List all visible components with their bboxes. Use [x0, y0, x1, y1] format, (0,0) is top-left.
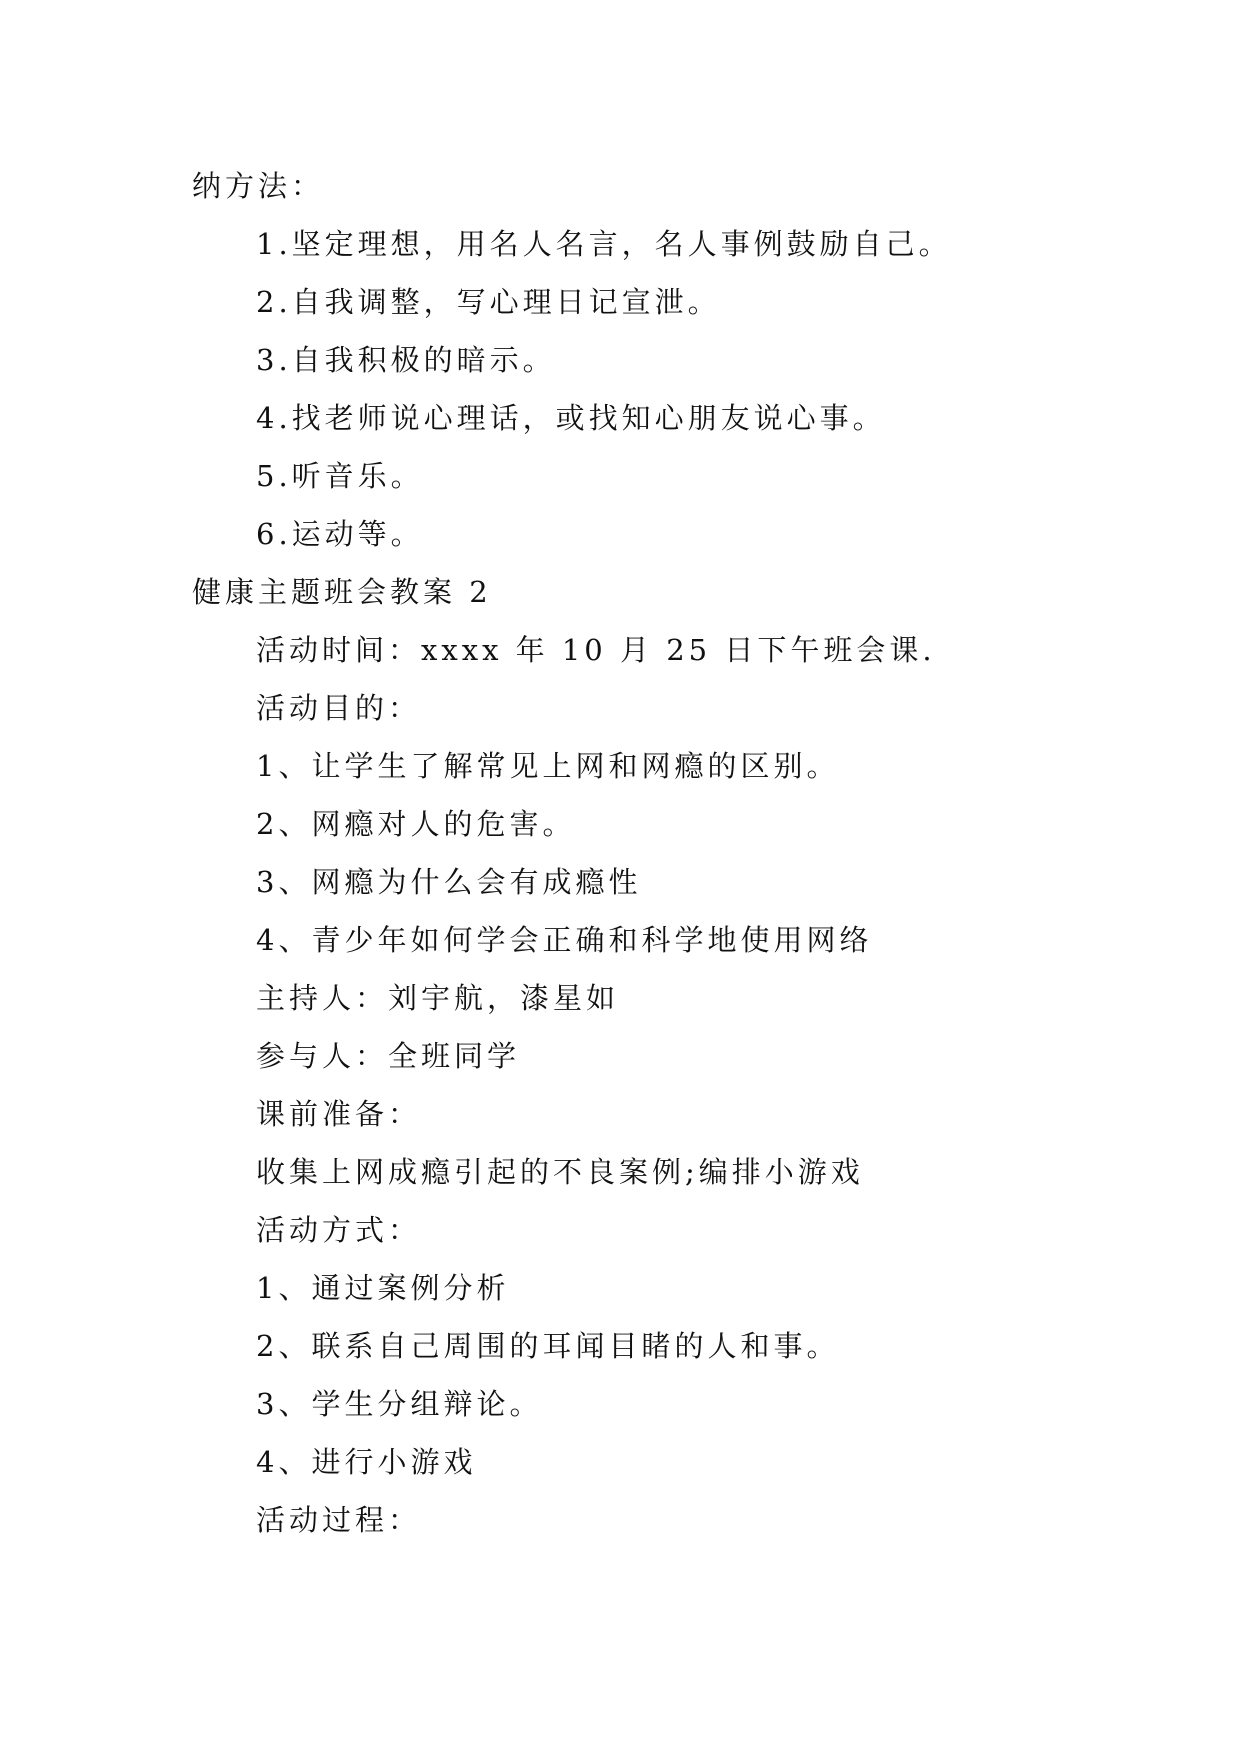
list-item: 1.坚定理想，用名人名言，名人事例鼓励自己。	[256, 227, 952, 261]
paragraph-line: 活动方式：	[256, 1213, 422, 1247]
list-item: 3.自我积极的暗示。	[256, 343, 556, 377]
list-item: 5.听音乐。	[256, 459, 424, 493]
paragraph-line: 参与人：全班同学	[256, 1039, 521, 1073]
paragraph-line: 主持人：刘宇航，漆星如	[256, 981, 620, 1015]
list-item: 2.自我调整，写心理日记宣泄。	[256, 285, 721, 319]
list-item: 1、通过案例分析	[256, 1271, 510, 1305]
list-item: 2、联系自己周围的耳闻目睹的人和事。	[256, 1329, 840, 1363]
list-item: 3、学生分组辩论。	[256, 1387, 543, 1421]
list-item: 6.运动等。	[256, 517, 424, 551]
paragraph-line: 活动时间：xxxx 年 10 月 25 日下午班会课.	[256, 633, 936, 667]
list-item: 3、网瘾为什么会有成瘾性	[256, 865, 642, 899]
list-item: 2、网瘾对人的危害。	[256, 807, 576, 841]
paragraph-line: 活动目的：	[256, 691, 422, 725]
paragraph-line: 活动过程：	[256, 1503, 422, 1537]
list-item: 4、青少年如何学会正确和科学地使用网络	[256, 923, 873, 957]
paragraph-line: 收集上网成瘾引起的不良案例;编排小游戏	[256, 1155, 864, 1189]
list-item: 4、进行小游戏	[256, 1445, 477, 1479]
paragraph-line: 课前准备：	[256, 1097, 422, 1131]
section-heading: 健康主题班会教案 2	[192, 575, 492, 609]
list-item: 4.找老师说心理话，或找知心朋友说心事。	[256, 401, 886, 435]
paragraph-line: 纳方法：	[192, 169, 325, 203]
list-item: 1、让学生了解常见上网和网瘾的区别。	[256, 749, 840, 783]
